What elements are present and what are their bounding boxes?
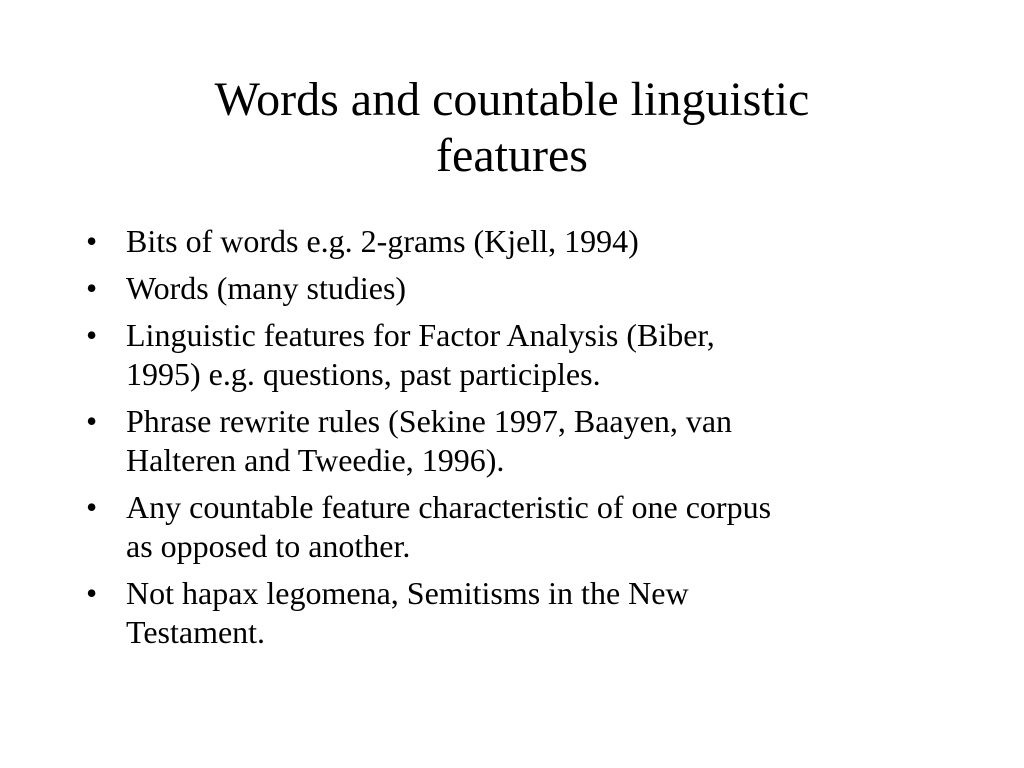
bullet-icon: • [86, 270, 98, 306]
bullet-icon: • [86, 317, 98, 353]
bullet-text-line: as opposed to another. [126, 528, 411, 564]
bullet-icon: • [86, 575, 98, 611]
slide-title-line-1: Words and countable linguistic [214, 73, 810, 126]
bullet-item-1 [86, 222, 946, 261]
bullet-text-line: Bits of words e.g. 2-grams (Kjell, 1994) [126, 223, 639, 259]
bullet-text-line: 1995) e.g. questions, past participles. [126, 356, 601, 392]
bullet-list [86, 222, 946, 660]
bullet-icon: • [86, 489, 98, 525]
bullet-text [126, 488, 946, 566]
slide-title-line-2: features [436, 129, 588, 182]
bullet-item-4 [86, 402, 946, 480]
bullet-text-line: Phrase rewrite rules (Sekine 1997, Baayen, van [126, 403, 733, 439]
bullet-icon: • [86, 403, 98, 439]
bullet-icon: • [86, 223, 98, 259]
bullet-text-line: Halteren and Tweedie, 1996). [126, 442, 505, 478]
slide-title [80, 72, 944, 184]
bullet-text [126, 402, 946, 480]
bullet-text [126, 574, 946, 652]
bullet-item-6 [86, 574, 946, 652]
bullet-item-5 [86, 488, 946, 566]
bullet-item-3 [86, 316, 946, 394]
bullet-text-line: Linguistic features for Factor Analysis (Biber, [126, 317, 715, 353]
bullet-text-line: Testament. [126, 614, 266, 650]
bullet-text [126, 316, 946, 394]
bullet-text [126, 222, 946, 261]
bullet-text-line: Not hapax legomena, Semitisms in the New [126, 575, 689, 611]
bullet-text-line: Any countable feature characteristic of one corpus [126, 489, 772, 525]
bullet-item-2 [86, 269, 946, 308]
bullet-text [126, 269, 946, 308]
bullet-text-line: Words (many studies) [126, 270, 407, 306]
